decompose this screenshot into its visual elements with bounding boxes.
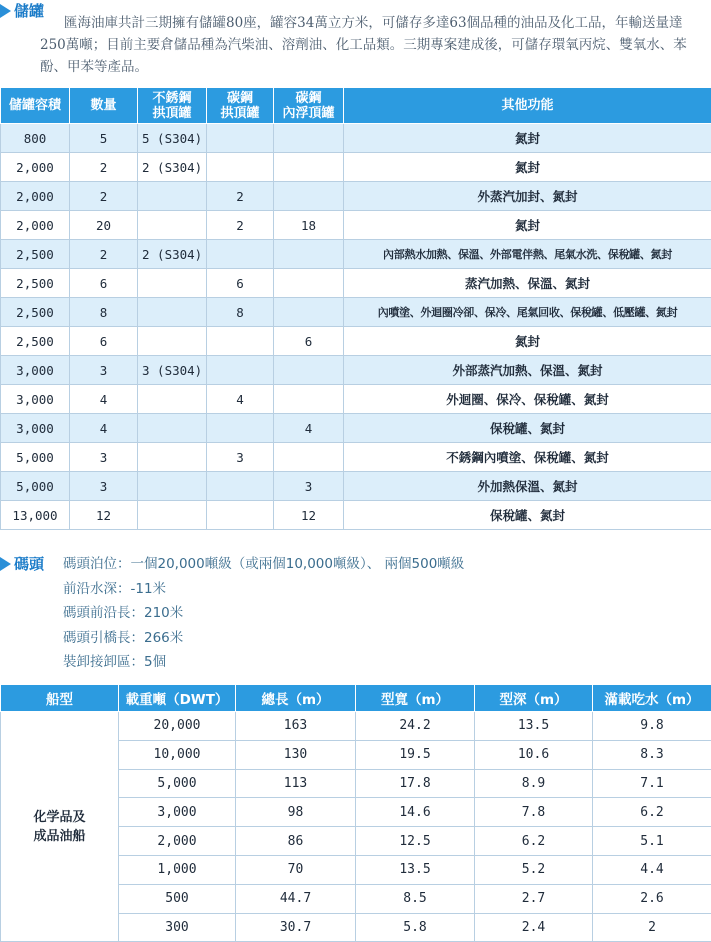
carbon-floating-cell bbox=[274, 240, 344, 269]
capacity-cell: 2,500 bbox=[1, 327, 70, 356]
table-row bbox=[1, 211, 711, 240]
col-header-stainless: 不銹鋼 拱頂罐 bbox=[138, 88, 207, 124]
col-header-other-functions: 其他功能 bbox=[344, 88, 711, 124]
dwt-cell: 3,000 bbox=[119, 798, 236, 827]
other-functions-cell: 外迴圈、保冷、保稅罐、氮封 bbox=[344, 385, 711, 414]
stainless-cell bbox=[138, 269, 207, 298]
carbon-floating-cell: 18 bbox=[274, 211, 344, 240]
length-cell: 86 bbox=[236, 827, 356, 856]
carbon-dome-cell bbox=[207, 153, 274, 182]
carbon-dome-cell bbox=[207, 124, 274, 153]
dwt-cell: 20,000 bbox=[119, 712, 236, 741]
ship-spec-table bbox=[0, 684, 711, 942]
count-cell: 6 bbox=[70, 327, 138, 356]
stainless-cell bbox=[138, 385, 207, 414]
dwt-cell: 500 bbox=[119, 884, 236, 913]
draft-cell: 2 bbox=[593, 913, 711, 942]
carbon-dome-cell bbox=[207, 240, 274, 269]
length-cell: 98 bbox=[236, 798, 356, 827]
count-cell: 8 bbox=[70, 298, 138, 327]
col-header-depth: 型深（m） bbox=[475, 685, 593, 712]
length-cell: 163 bbox=[236, 712, 356, 741]
count-cell: 4 bbox=[70, 414, 138, 443]
table-row bbox=[1, 443, 711, 472]
carbon-floating-cell bbox=[274, 385, 344, 414]
triangle-bullet-icon bbox=[0, 4, 11, 18]
capacity-cell: 2,000 bbox=[1, 211, 70, 240]
col-header-length: 總長（m） bbox=[236, 685, 356, 712]
depth-cell: 2.7 bbox=[475, 884, 593, 913]
other-functions-cell: 外加熱保溫、氮封 bbox=[344, 472, 711, 501]
capacity-cell: 2,500 bbox=[1, 269, 70, 298]
carbon-floating-cell bbox=[274, 153, 344, 182]
berth-info-list bbox=[63, 554, 464, 677]
other-functions-cell: 氮封 bbox=[344, 153, 711, 182]
capacity-cell: 3,000 bbox=[1, 356, 70, 385]
count-cell: 2 bbox=[70, 153, 138, 182]
carbon-floating-cell bbox=[274, 124, 344, 153]
beam-cell: 12.5 bbox=[356, 827, 475, 856]
carbon-floating-cell: 3 bbox=[274, 472, 344, 501]
draft-cell: 6.2 bbox=[593, 798, 711, 827]
other-functions-cell: 內部熱水加熱、保溫、外部電伴熱、尾氣水洗、保稅罐、氮封 bbox=[344, 240, 711, 269]
depth-cell: 10.6 bbox=[475, 740, 593, 769]
capacity-cell: 5,000 bbox=[1, 472, 70, 501]
capacity-cell: 3,000 bbox=[1, 385, 70, 414]
table-row bbox=[1, 240, 711, 269]
tank-table-header-row bbox=[1, 88, 711, 124]
other-functions-cell: 保稅罐、氮封 bbox=[344, 414, 711, 443]
other-functions-cell: 內噴塗、外迴圈冷卻、保冷、尾氣回收、保稅罐、低壓罐、氮封 bbox=[344, 298, 711, 327]
beam-cell: 13.5 bbox=[356, 855, 475, 884]
carbon-floating-cell bbox=[274, 269, 344, 298]
col-header-count: 數量 bbox=[70, 88, 138, 124]
draft-cell: 8.3 bbox=[593, 740, 711, 769]
carbon-dome-cell: 2 bbox=[207, 182, 274, 211]
beam-cell: 19.5 bbox=[356, 740, 475, 769]
table-row bbox=[1, 298, 711, 327]
count-cell: 2 bbox=[70, 240, 138, 269]
count-cell: 3 bbox=[70, 356, 138, 385]
col-header-carbon-floating: 碳鋼 內浮頂罐 bbox=[274, 88, 344, 124]
length-cell: 70 bbox=[236, 855, 356, 884]
count-cell: 2 bbox=[70, 182, 138, 211]
carbon-floating-cell bbox=[274, 356, 344, 385]
carbon-floating-cell: 6 bbox=[274, 327, 344, 356]
col-header-beam: 型寬（m） bbox=[356, 685, 475, 712]
dwt-cell: 300 bbox=[119, 913, 236, 942]
draft-cell: 2.6 bbox=[593, 884, 711, 913]
table-row bbox=[1, 472, 711, 501]
capacity-cell: 3,000 bbox=[1, 414, 70, 443]
count-cell: 20 bbox=[70, 211, 138, 240]
depth-cell: 5.2 bbox=[475, 855, 593, 884]
stainless-cell bbox=[138, 472, 207, 501]
carbon-floating-cell: 4 bbox=[274, 414, 344, 443]
other-functions-cell: 氮封 bbox=[344, 211, 711, 240]
table-row bbox=[1, 269, 711, 298]
draft-cell: 5.1 bbox=[593, 827, 711, 856]
carbon-dome-cell bbox=[207, 414, 274, 443]
count-cell: 3 bbox=[70, 443, 138, 472]
other-functions-cell: 外部蒸汽加熱、保溫、氮封 bbox=[344, 356, 711, 385]
ship-table-header-row bbox=[1, 685, 711, 712]
stainless-cell bbox=[138, 414, 207, 443]
table-row bbox=[1, 153, 711, 182]
carbon-dome-cell bbox=[207, 472, 274, 501]
depth-cell: 7.8 bbox=[475, 798, 593, 827]
stainless-cell bbox=[138, 298, 207, 327]
berth-info-line: 裝卸接卸區：5個 bbox=[63, 654, 167, 670]
depth-cell: 8.9 bbox=[475, 769, 593, 798]
carbon-dome-cell: 6 bbox=[207, 269, 274, 298]
table-row bbox=[1, 182, 711, 211]
berth-section-title: 碼頭 bbox=[14, 555, 45, 573]
berth-info-line: 前沿水深：-11米 bbox=[63, 580, 167, 597]
length-cell: 30.7 bbox=[236, 913, 356, 942]
draft-cell: 4.4 bbox=[593, 855, 711, 884]
table-row bbox=[1, 124, 711, 153]
capacity-cell: 2,500 bbox=[1, 298, 70, 327]
beam-cell: 14.6 bbox=[356, 798, 475, 827]
carbon-floating-cell bbox=[274, 298, 344, 327]
beam-cell: 5.8 bbox=[356, 913, 475, 942]
table-row bbox=[1, 356, 711, 385]
dwt-cell: 5,000 bbox=[119, 769, 236, 798]
count-cell: 12 bbox=[70, 501, 138, 530]
col-header-capacity: 儲罐容積 bbox=[1, 88, 70, 124]
count-cell: 3 bbox=[70, 472, 138, 501]
dwt-cell: 1,000 bbox=[119, 855, 236, 884]
triangle-bullet-icon bbox=[0, 557, 11, 571]
carbon-floating-cell bbox=[274, 443, 344, 472]
storage-tank-table bbox=[0, 87, 711, 530]
carbon-dome-cell: 3 bbox=[207, 443, 274, 472]
ship-type-cell: 化学品及 成品油船 bbox=[1, 712, 119, 942]
beam-cell: 17.8 bbox=[356, 769, 475, 798]
count-cell: 6 bbox=[70, 269, 138, 298]
stainless-cell: 2 (S304) bbox=[138, 153, 207, 182]
stainless-cell: 2 (S304) bbox=[138, 240, 207, 269]
draft-cell: 9.8 bbox=[593, 712, 711, 741]
capacity-cell: 2,500 bbox=[1, 240, 70, 269]
depth-cell: 6.2 bbox=[475, 827, 593, 856]
berth-section-header bbox=[0, 553, 44, 574]
depth-cell: 2.4 bbox=[475, 913, 593, 942]
storage-intro-text: 匯海油庫共計三期擁有儲罐80座，罐容34萬立方米，可儲存多達63個品種的油品及化工品，年輸送量達250萬噸；目前主要倉儲品種為汽柴油、溶劑油、化工品類。三期專案建成後，可儲存環氧丙烷、雙氧水、苯酚、甲苯等產品。 bbox=[40, 15, 687, 75]
carbon-dome-cell bbox=[207, 501, 274, 530]
carbon-dome-cell: 2 bbox=[207, 211, 274, 240]
other-functions-cell: 氮封 bbox=[344, 327, 711, 356]
capacity-cell: 13,000 bbox=[1, 501, 70, 530]
beam-cell: 24.2 bbox=[356, 712, 475, 741]
col-header-ship-type: 船型 bbox=[1, 685, 119, 712]
carbon-floating-cell: 12 bbox=[274, 501, 344, 530]
table-row bbox=[1, 712, 711, 741]
beam-cell: 8.5 bbox=[356, 884, 475, 913]
carbon-floating-cell bbox=[274, 182, 344, 211]
stainless-cell: 3 (S304) bbox=[138, 356, 207, 385]
count-cell: 5 bbox=[70, 124, 138, 153]
berth-info-line: 碼頭泊位：一個20,000噸級（或兩個10,000噸級）、 兩個500噸級 bbox=[63, 556, 465, 572]
capacity-cell: 5,000 bbox=[1, 443, 70, 472]
carbon-dome-cell bbox=[207, 327, 274, 356]
stainless-cell bbox=[138, 443, 207, 472]
stainless-cell bbox=[138, 182, 207, 211]
stainless-cell: 5 (S304) bbox=[138, 124, 207, 153]
other-functions-cell: 外蒸汽加封、氮封 bbox=[344, 182, 711, 211]
berth-info-line: 碼頭前沿長：210米 bbox=[63, 605, 184, 621]
storage-section-header bbox=[0, 0, 44, 21]
other-functions-cell: 氮封 bbox=[344, 124, 711, 153]
storage-intro bbox=[40, 12, 705, 78]
dwt-cell: 2,000 bbox=[119, 827, 236, 856]
col-header-dwt: 載重噸（DWT） bbox=[119, 685, 236, 712]
table-row bbox=[1, 414, 711, 443]
table-row bbox=[1, 327, 711, 356]
other-functions-cell: 保稅罐、氮封 bbox=[344, 501, 711, 530]
dwt-cell: 10,000 bbox=[119, 740, 236, 769]
stainless-cell bbox=[138, 327, 207, 356]
berth-info-line: 碼頭引橋長：266米 bbox=[63, 629, 184, 646]
depth-cell: 13.5 bbox=[475, 712, 593, 741]
storage-section-title: 儲罐 bbox=[14, 2, 45, 20]
capacity-cell: 2,000 bbox=[1, 153, 70, 182]
length-cell: 130 bbox=[236, 740, 356, 769]
table-row bbox=[1, 385, 711, 414]
draft-cell: 7.1 bbox=[593, 769, 711, 798]
capacity-cell: 2,000 bbox=[1, 182, 70, 211]
col-header-draft: 滿載吃水（m） bbox=[593, 685, 711, 712]
other-functions-cell: 不銹鋼內噴塗、保稅罐、氮封 bbox=[344, 443, 711, 472]
carbon-dome-cell bbox=[207, 356, 274, 385]
carbon-dome-cell: 8 bbox=[207, 298, 274, 327]
length-cell: 113 bbox=[236, 769, 356, 798]
carbon-dome-cell: 4 bbox=[207, 385, 274, 414]
table-row bbox=[1, 501, 711, 530]
other-functions-cell: 蒸汽加熱、保溫、氮封 bbox=[344, 269, 711, 298]
col-header-carbon-dome: 碳鋼 拱頂罐 bbox=[207, 88, 274, 124]
count-cell: 4 bbox=[70, 385, 138, 414]
length-cell: 44.7 bbox=[236, 884, 356, 913]
stainless-cell bbox=[138, 501, 207, 530]
stainless-cell bbox=[138, 211, 207, 240]
capacity-cell: 800 bbox=[1, 124, 70, 153]
